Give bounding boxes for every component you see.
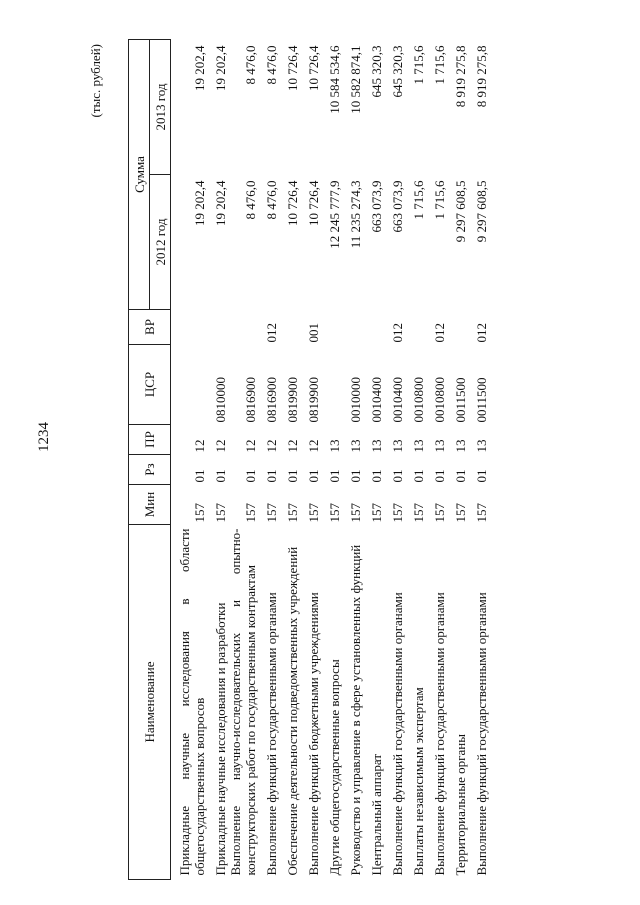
cell-min: 157 <box>453 503 468 523</box>
cell-y2012: 10 726,4 <box>285 180 300 226</box>
cell-pr: 13 <box>411 439 426 453</box>
cell-y2013: 1 715,6 <box>411 45 426 85</box>
cell-y2013: 10 726,4 <box>285 45 300 91</box>
cell-rz: 01 <box>306 469 321 483</box>
cell-name: Выполнение научно-исследовательских и опытно-конструкторских работ по государственным контрактам <box>228 528 258 876</box>
table-row <box>384 40 405 880</box>
units-label: (тыс. рублей) <box>88 44 103 118</box>
cell-name: Выполнение функций государственными органами <box>432 592 447 876</box>
cell-rz: 01 <box>390 469 405 483</box>
cell-name: Выполнение функций государственными органами <box>390 592 405 876</box>
cell-vr <box>342 310 363 345</box>
header-pr: ПР <box>129 425 171 455</box>
cell-csr: 0010400 <box>390 377 405 423</box>
cell-y2013: 1 715,6 <box>432 45 447 85</box>
cell-rz: 01 <box>411 469 426 483</box>
cell-pr: 13 <box>369 439 384 453</box>
cell-csr: 0816900 <box>264 377 279 423</box>
table-row <box>258 40 279 880</box>
cell-vr: 012 <box>474 323 489 343</box>
header-csr: ЦСР <box>129 345 171 425</box>
cell-y2012: 663 073,9 <box>369 180 384 233</box>
cell-rz: 01 <box>432 469 447 483</box>
cell-pr: 12 <box>192 439 207 453</box>
table-row <box>300 40 321 880</box>
cell-y2012: 19 202,4 <box>192 180 207 226</box>
cell-y2013: 10 582 874,1 <box>348 45 363 114</box>
cell-name: Прикладные научные исследования в области общегосударственных вопросов <box>177 528 207 876</box>
cell-min: 157 <box>327 503 342 523</box>
cell-csr: 0816900 <box>243 377 258 423</box>
table-body <box>171 40 490 880</box>
cell-min: 157 <box>192 503 207 523</box>
cell-csr <box>321 345 342 425</box>
cell-y2013: 19 202,4 <box>213 45 228 91</box>
header-vr: ВР <box>129 310 171 345</box>
cell-name: Обеспечение деятельности подведомственных учреждений <box>285 546 300 876</box>
cell-name: Прикладные научные исследования и разработки <box>213 602 228 876</box>
cell-y2012: 12 245 777,9 <box>327 180 342 249</box>
table-row <box>228 40 258 880</box>
cell-pr: 12 <box>243 439 258 453</box>
cell-pr: 13 <box>432 439 447 453</box>
cell-y2013: 645 320,3 <box>369 45 384 98</box>
cell-min: 157 <box>390 503 405 523</box>
cell-rz: 01 <box>474 469 489 483</box>
table-row <box>171 40 208 880</box>
cell-y2012: 8 476,0 <box>243 180 258 220</box>
cell-y2012: 9 297 608,5 <box>453 180 468 243</box>
cell-min: 157 <box>474 503 489 523</box>
cell-y2013: 10 584 534,6 <box>327 45 342 114</box>
cell-pr: 12 <box>264 439 279 453</box>
cell-y2013: 8 919 275,8 <box>453 45 468 108</box>
cell-csr: 0011500 <box>474 377 489 423</box>
page-number: 1234 <box>36 422 52 452</box>
header-year-2013: 2013 год <box>150 40 171 175</box>
cell-rz: 01 <box>192 469 207 483</box>
cell-vr <box>447 310 468 345</box>
cell-name: Выполнение функций государственными органами <box>474 592 489 876</box>
cell-rz: 01 <box>348 469 363 483</box>
cell-name: Выполнение функций бюджетными учреждениями <box>306 592 321 876</box>
cell-y2013: 19 202,4 <box>192 45 207 91</box>
cell-pr: 13 <box>327 439 342 453</box>
cell-y2013: 8 476,0 <box>243 45 258 85</box>
cell-vr <box>363 310 384 345</box>
cell-y2012: 8 476,0 <box>264 180 279 220</box>
cell-pr: 12 <box>306 439 321 453</box>
table-row <box>207 40 228 880</box>
cell-name: Центральный аппарат <box>369 753 384 876</box>
cell-min: 157 <box>285 503 300 523</box>
cell-csr: 0010000 <box>348 377 363 423</box>
cell-vr: 012 <box>390 323 405 343</box>
cell-y2013: 10 726,4 <box>306 45 321 91</box>
cell-min: 157 <box>348 503 363 523</box>
cell-vr <box>279 310 300 345</box>
cell-csr: 0810000 <box>213 377 228 423</box>
cell-rz: 01 <box>369 469 384 483</box>
cell-y2013: 8 476,0 <box>264 45 279 85</box>
cell-vr: 001 <box>306 323 321 343</box>
cell-pr: 13 <box>390 439 405 453</box>
table-row <box>468 40 489 880</box>
cell-y2012: 9 297 608,5 <box>474 180 489 243</box>
table-row <box>447 40 468 880</box>
table-header <box>129 40 171 880</box>
cell-rz: 01 <box>264 469 279 483</box>
cell-min: 157 <box>432 503 447 523</box>
header-rz: Рз <box>129 455 171 485</box>
table-row <box>426 40 447 880</box>
cell-csr: 0819900 <box>285 377 300 423</box>
cell-vr <box>228 310 258 345</box>
cell-name: Выплаты независимым экспертам <box>411 687 426 876</box>
table-row <box>342 40 363 880</box>
cell-pr: 13 <box>348 439 363 453</box>
cell-name: Территориальные органы <box>453 734 468 876</box>
cell-y2012: 1 715,6 <box>411 180 426 220</box>
cell-vr <box>207 310 228 345</box>
table-row <box>405 40 426 880</box>
rotated-budget-page <box>88 40 634 880</box>
cell-csr: 0010800 <box>432 377 447 423</box>
cell-y2012: 11 235 274,3 <box>348 180 363 249</box>
cell-csr: 0010800 <box>411 377 426 423</box>
cell-csr: 0819900 <box>306 377 321 423</box>
table-row <box>363 40 384 880</box>
cell-pr: 12 <box>285 439 300 453</box>
cell-vr: 012 <box>264 323 279 343</box>
cell-y2012: 663 073,9 <box>390 180 405 233</box>
cell-name: Выполнение функций государственными органами <box>264 592 279 876</box>
cell-csr <box>171 345 208 425</box>
cell-rz: 01 <box>285 469 300 483</box>
cell-min: 157 <box>369 503 384 523</box>
cell-y2013: 645 320,3 <box>390 45 405 98</box>
table-row <box>279 40 300 880</box>
header-min: Мин <box>129 485 171 525</box>
cell-csr: 0010400 <box>369 377 384 423</box>
cell-y2012: 19 202,4 <box>213 180 228 226</box>
header-year-2012: 2012 год <box>150 175 171 310</box>
header-sum: Сумма <box>129 40 150 310</box>
cell-min: 157 <box>213 503 228 523</box>
cell-name: Руководство и управление в сфере установленных функций <box>348 544 363 876</box>
cell-min: 157 <box>306 503 321 523</box>
cell-rz: 01 <box>453 469 468 483</box>
budget-table <box>128 39 489 880</box>
cell-min: 157 <box>264 503 279 523</box>
cell-rz: 01 <box>213 469 228 483</box>
cell-pr: 13 <box>474 439 489 453</box>
header-name: Наименование <box>129 525 171 880</box>
cell-rz: 01 <box>243 469 258 483</box>
cell-rz: 01 <box>327 469 342 483</box>
cell-y2012: 10 726,4 <box>306 180 321 226</box>
cell-y2013: 8 919 275,8 <box>474 45 489 108</box>
cell-pr: 12 <box>213 439 228 453</box>
cell-vr <box>321 310 342 345</box>
cell-csr: 0011500 <box>453 377 468 423</box>
table-row <box>321 40 342 880</box>
cell-y2012: 1 715,6 <box>432 180 447 220</box>
cell-vr <box>171 310 208 345</box>
cell-vr <box>405 310 426 345</box>
cell-min: 157 <box>411 503 426 523</box>
cell-min: 157 <box>243 503 258 523</box>
cell-name: Другие общегосударственные вопросы <box>327 659 342 876</box>
cell-pr: 13 <box>453 439 468 453</box>
cell-vr: 012 <box>432 323 447 343</box>
